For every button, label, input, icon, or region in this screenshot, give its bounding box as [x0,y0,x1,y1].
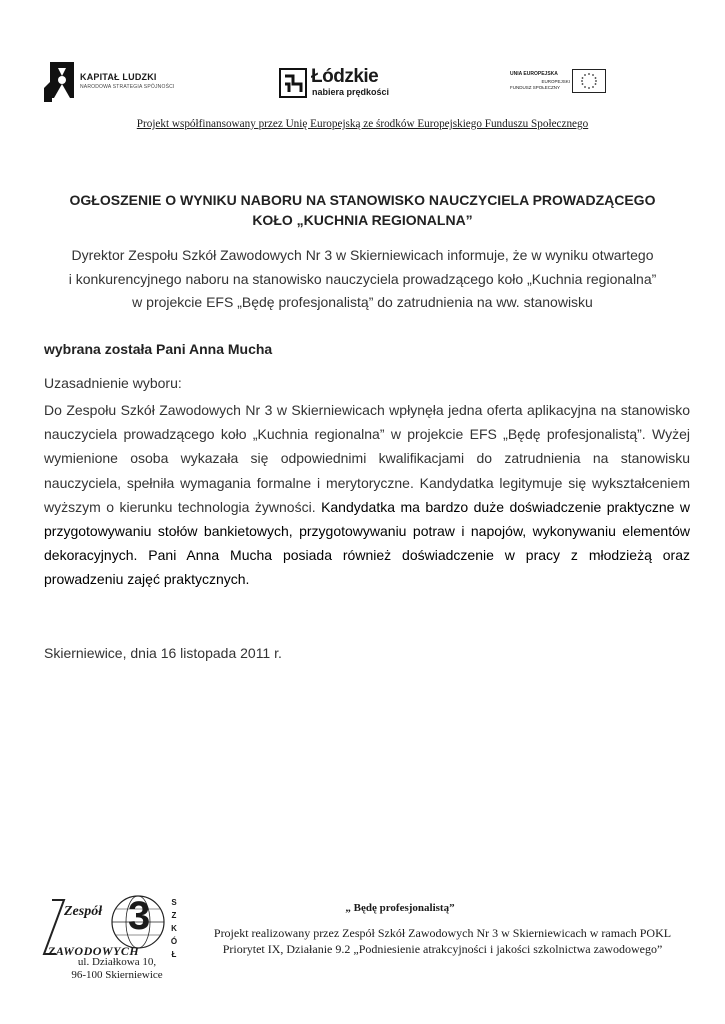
school-logo-word2: ZAWODOWYCH [48,944,140,958]
footer-project-line-1: Projekt realizowany przez Zespół Szkół Zawodowych Nr 3 w Skierniewicach w ramach POKL [213,926,672,940]
intro-line-3: w projekcie EFS „Będę profesjonalistą” do zatrudnienia na ww. stanowisku [132,294,593,310]
eu-logo [508,68,608,98]
footer-project-info [190,926,695,957]
vertical-letter: K [171,924,177,933]
intro-line-2: i konkurencyjnego naboru na stanowisko nauczyciela prowadzącego koło „Kuchnia regionalna” [68,270,657,287]
vertical-letter: Ó [170,937,178,946]
school-address [62,956,172,982]
lodzkie-logo [279,66,409,100]
kapital-ludzki-title: KAPITAŁ LUDZKI [80,72,157,82]
cofinancing-note: Projekt współfinansowany przez Unię Europejską ze środków Europejskiego Funduszu Społecznego [136,118,589,130]
title-line-1: OGŁOSZENIE O WYNIKU NABORU NA STANOWISKO NAUCZYCIELA PROWADZĄCEGO [69,192,656,208]
school-logo-vertical [169,896,179,961]
vertical-letter: Ł [171,950,177,959]
project-slogan: „ Będę profesjonalistą” [345,902,455,914]
address-line-2: 96-100 Skierniewice [71,969,163,981]
kapital-ludzki-subtitle: NARODOWA STRATEGIA SPÓJNOŚCI [80,84,175,90]
lodzkie-subtitle: nabiera prędkości [312,87,390,97]
kapital-ludzki-emblem-icon [44,58,78,102]
selected-candidate: wybrana została Pani Anna Mucha [44,341,273,357]
justification-part-2: Kandydatka ma bardzo duże doświadczenie praktyczne w przygotowywaniu stołów bankietowych, przygotowywaniu potraw i napojów, wykonywaniu elementów dekoracyjnych. Pani Anna Mucha posiada również doświadczenie w pracy z młodzieżą oraz prowadzeniu zajęć praktycznych. [44,498,690,588]
document-title [30,190,695,230]
kapital-ludzki-logo [44,58,184,104]
title-line-2: KOŁO „KUCHNIA REGIONALNA” [252,212,473,228]
intro-line-1: Dyrektor Zespołu Szkół Zawodowych Nr 3 w Skierniewicach informuje, że w wyniku otwartego [71,247,654,263]
eu-line2: EUROPEJSKI [541,79,570,84]
eu-line1: UNIA EUROPEJSKA [510,71,558,77]
justification-label: Uzasadnienie wyboru: [44,375,182,391]
vertical-letter: Z [171,911,177,920]
school-logo-number: 3 [128,894,151,938]
lodzkie-emblem-icon [279,68,307,98]
document-date: Skierniewice, dnia 16 listopada 2011 r. [44,645,282,661]
justification-part-1: Do Zespołu Szkół Zawodowych Nr 3 w Skierniewicach wpłynęła jedna oferta aplikacyjna na stanowisko nauczyciela prowadzącego koło „Kuchnia regionalna” w projekcie EFS „Będę profesjonalistą”. Wyżej wymienione osoba wykazała się odpowiednimi kwalifikacjami do zatrudnienia na stanowisku nauczyciela, spełniła wymagania formalne i merytoryczne. Kandydatka legitymuje się wykształceniem wyższym o kierunku technologia żywności. [44,402,690,515]
eu-flag-icon [572,69,606,93]
justification-body [44,398,690,592]
address-line-1: ul. Działkowa 10, [77,956,157,968]
footer-project-line-2: Priorytet IX, Działanie 9.2 „Podniesienie atrakcyjności i jakości szkolnictwa zawodowego” [222,941,663,956]
eu-line3: FUNDUSZ SPOŁECZNY [510,85,561,90]
vertical-letter: S [171,898,177,907]
school-logo-word1: Zespół [64,904,103,919]
lodzkie-title: Łódzkie [311,66,379,87]
intro-paragraph [30,244,695,315]
